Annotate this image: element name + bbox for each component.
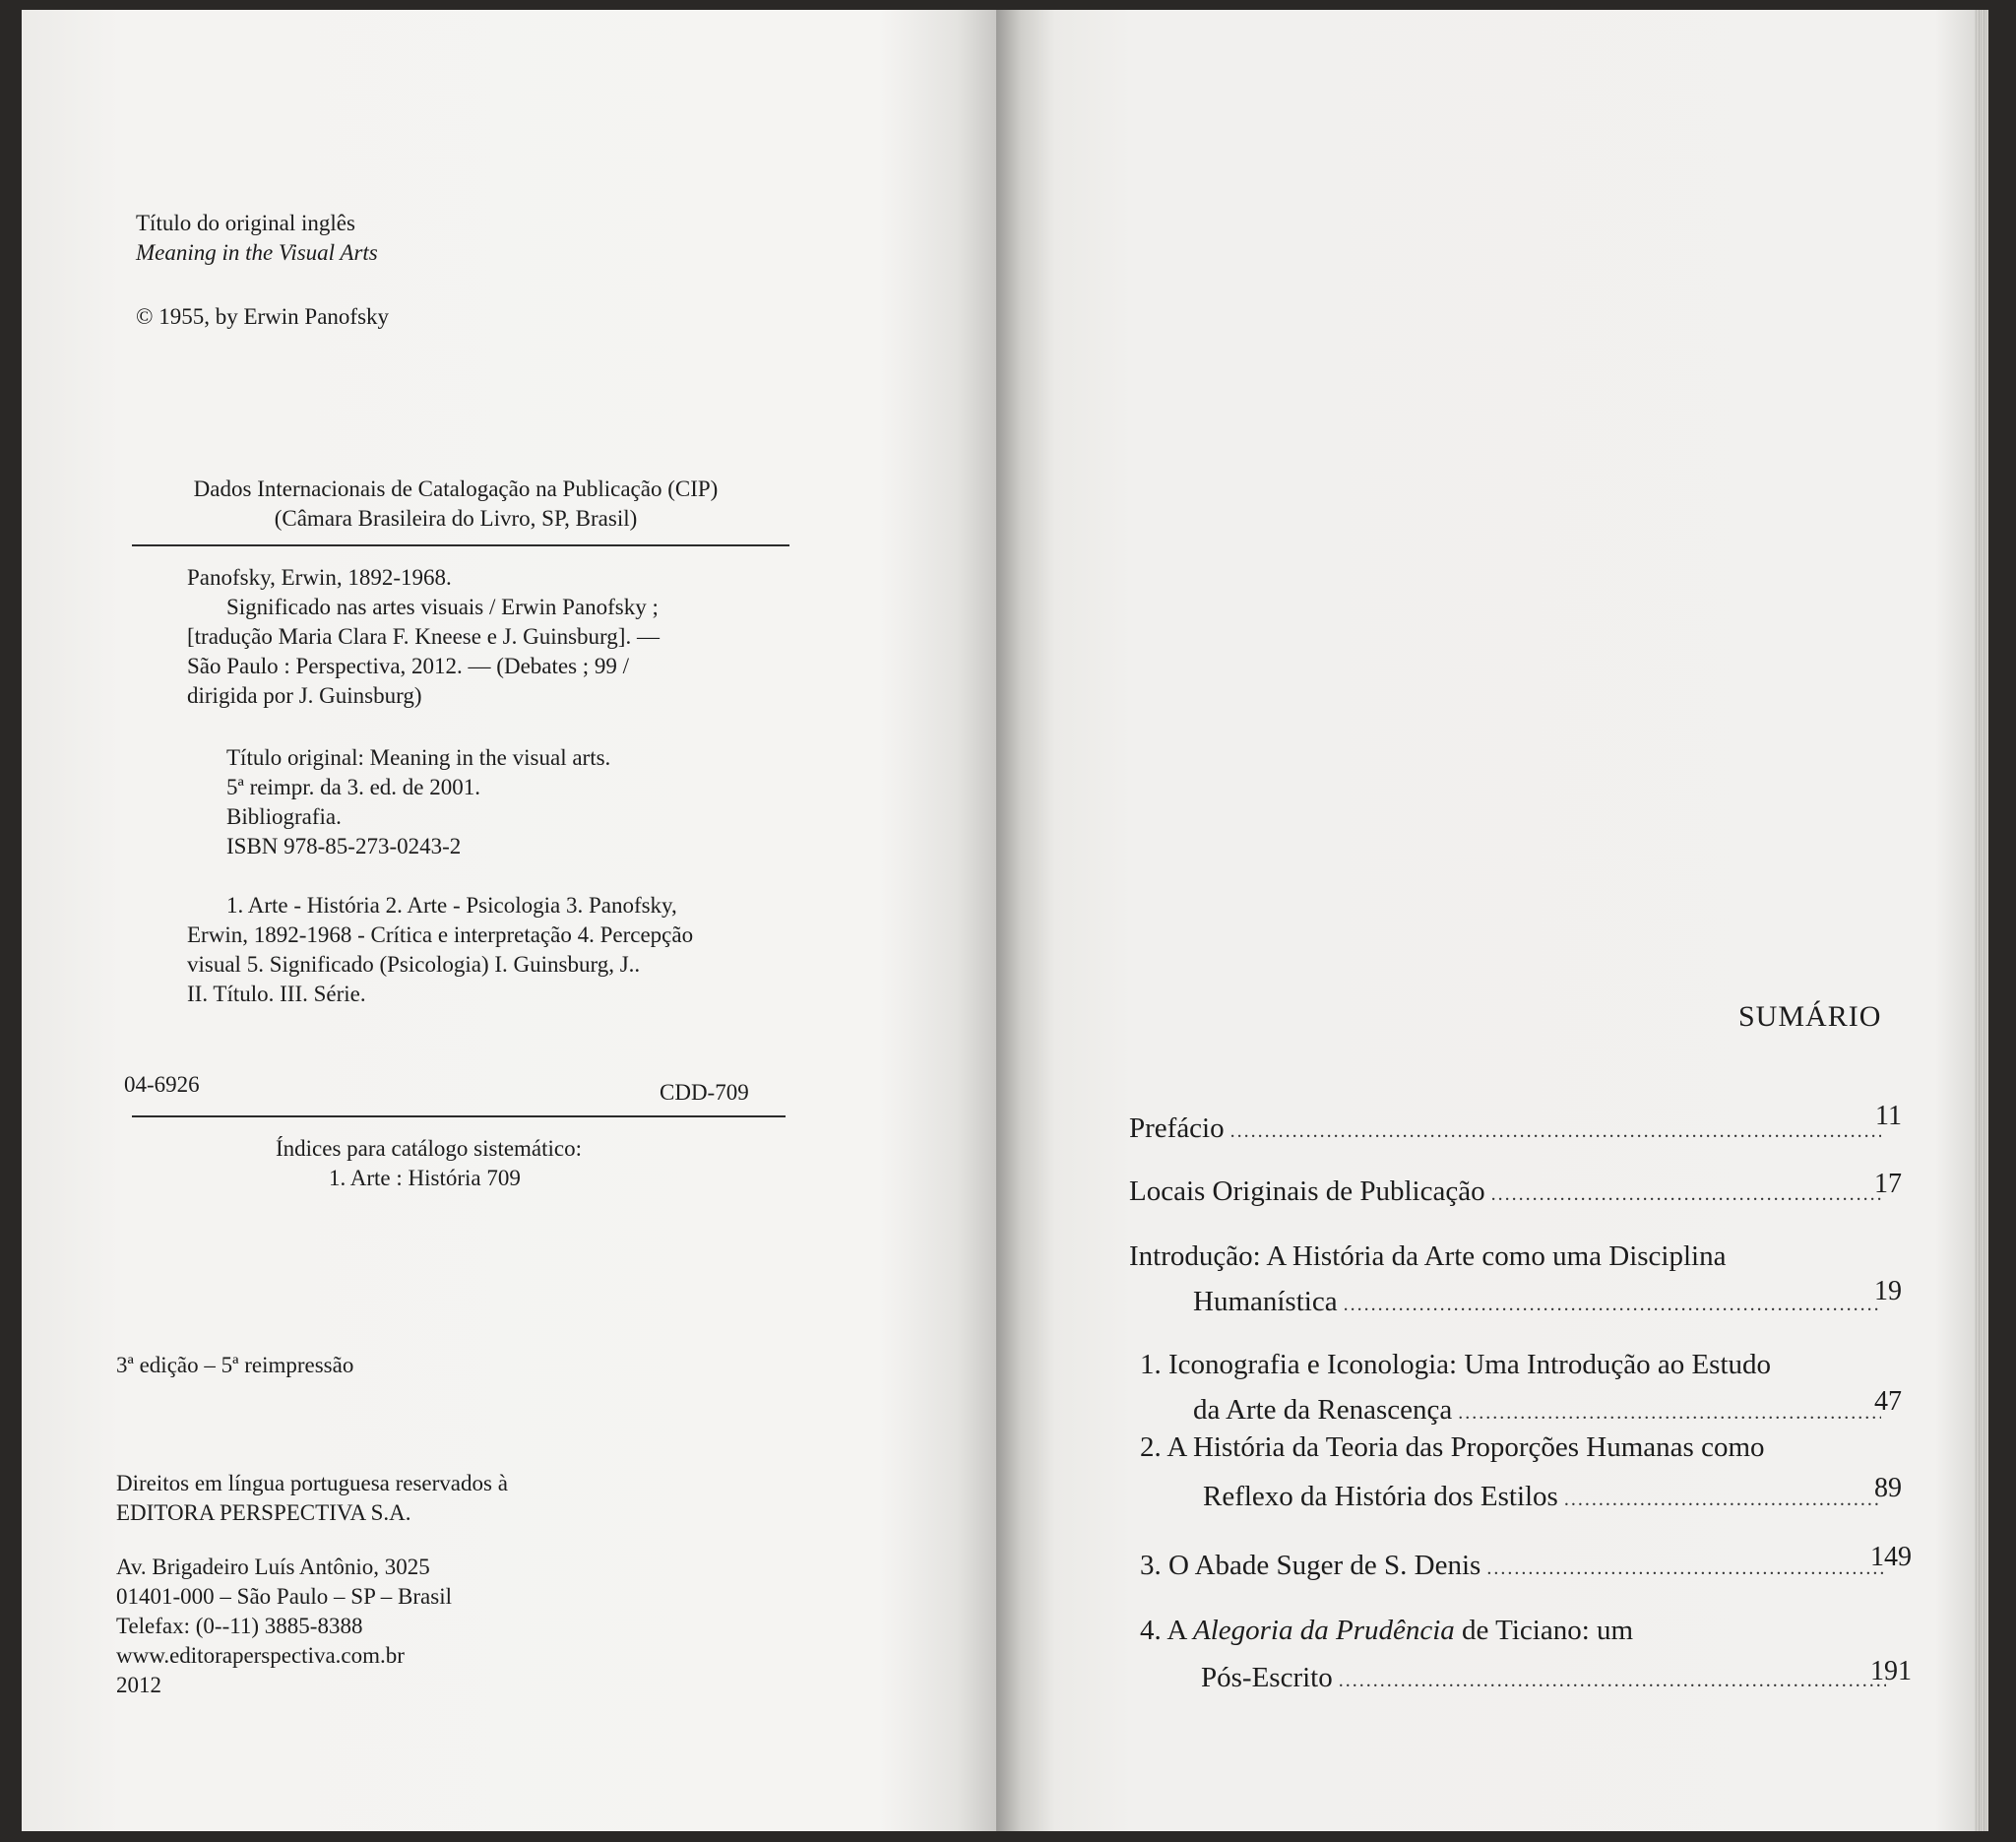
toc-entry-label: Reflexo da História dos Estilos xyxy=(1203,1481,1558,1512)
toc-page-number: 191 xyxy=(1870,1656,1912,1686)
toc-page-number: 19 xyxy=(1874,1276,1902,1306)
page-edges xyxy=(1975,10,1988,1831)
toc-page-number: 11 xyxy=(1875,1101,1902,1131)
cip-note: 5ª reimpr. da 3. ed. de 2001. xyxy=(226,775,481,799)
cip-entry-line: dirigida por J. Guinsburg) xyxy=(187,683,422,708)
toc-leader-dots xyxy=(1564,1490,1881,1509)
toc-entry-label: Pós-Escrito xyxy=(1201,1662,1333,1693)
cip-header-line1: Dados Internacionais de Catalogação na Publicação (CIP) xyxy=(193,476,719,501)
toc-entry-alegoria-line2[interactable] xyxy=(1201,1664,1892,1692)
cip-top-rule xyxy=(132,544,789,546)
address-line: Telefax: (0--11) 3885-8388 xyxy=(116,1614,363,1638)
cip-subject: II. Título. III. Série. xyxy=(187,982,366,1006)
toc-entry-label: Locais Originais de Publicação xyxy=(1129,1175,1485,1207)
address-line: 01401-000 – São Paulo – SP – Brasil xyxy=(116,1584,452,1609)
edition-info: 3ª edição – 5ª reimpressão xyxy=(116,1353,354,1377)
index-title: Índices para catálogo sistemático: xyxy=(276,1136,583,1161)
cip-note: ISBN 978-85-273-0243-2 xyxy=(226,834,462,858)
cip-subject: visual 5. Significado (Psicologia) I. Guinsburg, J.. xyxy=(187,952,641,977)
toc-entry-locais[interactable] xyxy=(1129,1177,1887,1206)
toc-leader-dots xyxy=(1339,1671,1886,1690)
copyright-notice: © 1955, by Erwin Panofsky xyxy=(136,304,390,329)
toc-entry-label: 3. O Abade Suger de S. Denis xyxy=(1140,1550,1481,1581)
toc-entry-introducao-line1[interactable]: Introdução: A História da Arte como uma Disciplina xyxy=(1129,1240,1727,1272)
toc-leader-dots xyxy=(1486,1558,1886,1578)
toc-entry-proporcoes-line1[interactable]: 2. A História da Teoria das Proporções Humanas como xyxy=(1140,1431,1765,1463)
cdd-number: CDD-709 xyxy=(660,1080,749,1105)
toc-page-number: 89 xyxy=(1874,1473,1902,1503)
cip-note: Bibliografia. xyxy=(226,804,342,829)
cip-note: Título original: Meaning in the visual arts. xyxy=(226,745,611,770)
cip-entry-line: [tradução Maria Clara F. Kneese e J. Guinsburg]. — xyxy=(187,624,660,649)
toc-entry-iconografia-line2[interactable] xyxy=(1193,1396,1887,1425)
copyright-page xyxy=(22,10,996,1831)
toc-leader-dots xyxy=(1230,1121,1881,1141)
cip-subject: Erwin, 1892-1968 - Crítica e interpretação 4. Percepção xyxy=(187,922,694,947)
toc-entry-iconografia-line1[interactable]: 1. Iconografia e Iconologia: Uma Introdução ao Estudo xyxy=(1140,1349,1772,1380)
publication-year: 2012 xyxy=(116,1673,161,1697)
toc-page-number: 17 xyxy=(1874,1169,1902,1199)
contents-page xyxy=(996,10,1975,1831)
index-entry: 1. Arte : História 709 xyxy=(329,1166,521,1190)
contents-title: SUMÁRIO xyxy=(1738,1000,1882,1033)
toc-entry-introducao-line2[interactable] xyxy=(1193,1288,1887,1316)
toc-entry-label: Prefácio xyxy=(1129,1112,1225,1144)
toc-leader-dots xyxy=(1344,1295,1881,1314)
toc-leader-dots xyxy=(1491,1184,1881,1204)
toc-page-number: 149 xyxy=(1870,1542,1912,1572)
toc-entry-suger[interactable] xyxy=(1140,1552,1892,1580)
cip-entry-line: São Paulo : Perspectiva, 2012. — (Debates ; 99 / xyxy=(187,654,630,678)
publisher-website: www.editoraperspectiva.com.br xyxy=(116,1643,405,1668)
toc-entry-proporcoes-line2[interactable] xyxy=(1203,1483,1887,1511)
toc-page-number: 47 xyxy=(1874,1386,1902,1417)
toc-entry-italic-title: Alegoria da Prudência xyxy=(1193,1615,1455,1646)
cip-entry-line: Significado nas artes visuais / Erwin Panofsky ; xyxy=(226,595,659,619)
toc-entry-prefacio[interactable] xyxy=(1129,1114,1887,1143)
toc-entry-prefix: 4. A xyxy=(1140,1615,1193,1646)
publisher-name: EDITORA PERSPECTIVA S.A. xyxy=(116,1500,411,1525)
toc-entry-label: Humanística xyxy=(1193,1286,1338,1317)
cip-header-line2: (Câmara Brasileira do Livro, SP, Brasil) xyxy=(274,506,638,531)
toc-entry-alegoria-line1[interactable] xyxy=(1140,1617,1633,1645)
original-title-label: Título do original inglês xyxy=(136,211,355,235)
original-title: Meaning in the Visual Arts xyxy=(136,240,378,265)
rights-line: Direitos em língua portuguesa reservados à xyxy=(116,1471,508,1495)
cip-bottom-rule xyxy=(132,1115,786,1117)
address-line: Av. Brigadeiro Luís Antônio, 3025 xyxy=(116,1555,430,1579)
toc-leader-dots xyxy=(1458,1403,1881,1423)
cip-subject: 1. Arte - História 2. Arte - Psicologia 3. Panofsky, xyxy=(226,893,677,918)
toc-entry-label: da Arte da Renascença xyxy=(1193,1394,1453,1426)
cip-entry-line: Panofsky, Erwin, 1892-1968. xyxy=(187,565,452,590)
catalog-number: 04-6926 xyxy=(124,1072,200,1097)
toc-entry-suffix: de Ticiano: um xyxy=(1454,1615,1634,1646)
